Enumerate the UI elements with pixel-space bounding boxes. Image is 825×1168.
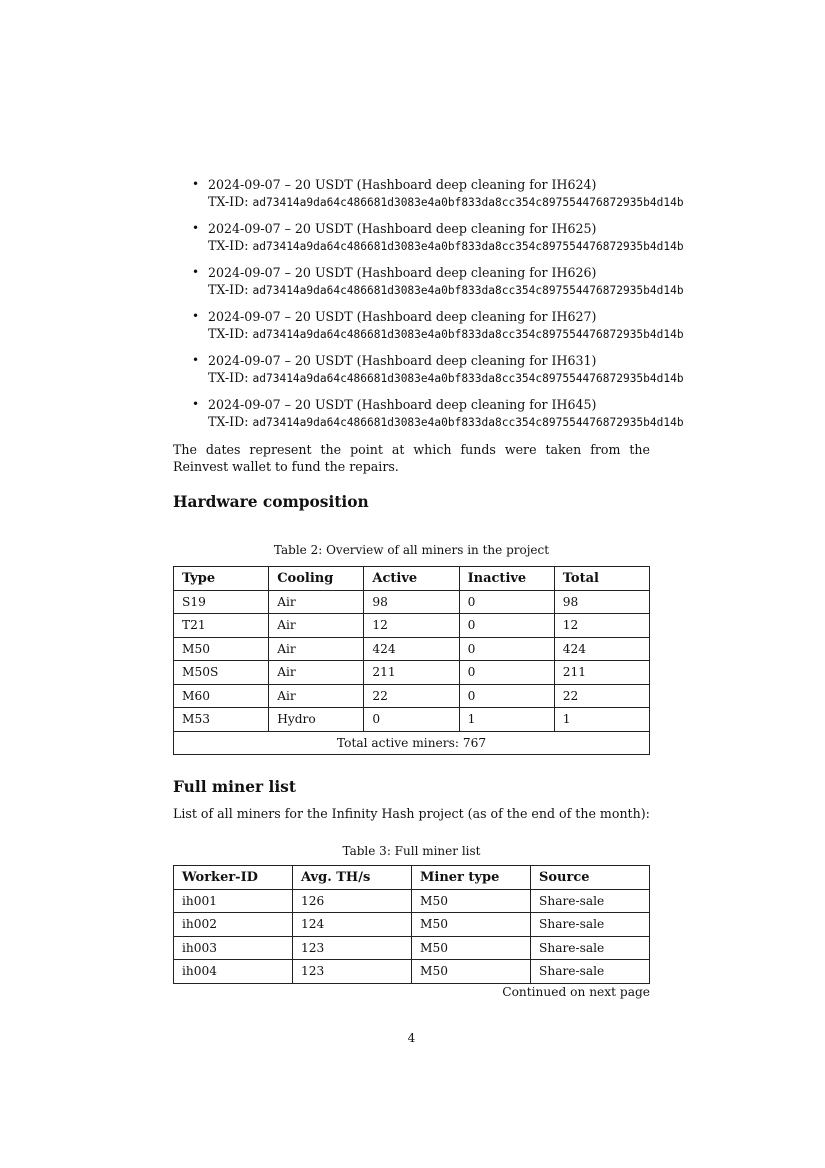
txid-label: TX-ID: — [208, 414, 249, 429]
table-cell: Hydro — [269, 708, 364, 732]
table-cell: T21 — [174, 614, 269, 638]
table-cell: Air — [269, 684, 364, 708]
repair-line: 2024-09-07 – 20 USDT (Hashboard deep cleaning for IH645) — [208, 397, 597, 412]
table-cell: ih002 — [174, 913, 293, 937]
bullet-icon: • — [192, 177, 200, 191]
txid-value: ad73414a9da64c486681d3083e4a0bf833da8cc354c897554476872935b4d14b — [252, 196, 684, 209]
table-row — [174, 661, 650, 685]
table-cell: Air — [269, 661, 364, 685]
table-cell: M50S — [174, 661, 269, 685]
table-cell: M50 — [412, 960, 531, 984]
repair-line: 2024-09-07 – 20 USDT (Hashboard deep cleaning for IH631) — [208, 353, 597, 368]
txid-value: ad73414a9da64c486681d3083e4a0bf833da8cc354c897554476872935b4d14b — [252, 416, 684, 429]
table-cell: 123 — [293, 936, 412, 960]
txid-label: TX-ID: — [208, 370, 249, 385]
table-cell: Share-sale — [531, 889, 650, 913]
table-cell: 211 — [364, 661, 459, 685]
column-header: Source — [531, 866, 650, 890]
hardware-table — [173, 566, 650, 755]
bullet-icon: • — [192, 353, 200, 367]
table-cell: 211 — [554, 661, 649, 685]
table-row — [174, 889, 650, 913]
table-cell: M50 — [412, 913, 531, 937]
list-item — [173, 176, 733, 211]
page-number: 4 — [407, 1031, 416, 1045]
column-header: Avg. TH/s — [293, 866, 412, 890]
table-caption: Table 2: Overview of all miners in the project — [273, 543, 550, 557]
total-active-miners: Total active miners: 767 — [174, 731, 650, 755]
table-row — [174, 614, 650, 638]
repair-line: 2024-09-07 – 20 USDT (Hashboard deep cleaning for IH627) — [208, 309, 597, 324]
bullet-icon: • — [192, 397, 200, 411]
table-cell: 12 — [364, 614, 459, 638]
txid-value: ad73414a9da64c486681d3083e4a0bf833da8cc354c897554476872935b4d14b — [252, 372, 684, 385]
repair-list — [173, 176, 733, 440]
table-header-row — [174, 866, 650, 890]
txid-label: TX-ID: — [208, 326, 249, 341]
table-row — [174, 960, 650, 984]
table-cell: M53 — [174, 708, 269, 732]
full-list-intro: List of all miners for the Infinity Hash project (as of the end of the month): — [173, 806, 650, 821]
table-total-row — [174, 731, 650, 755]
table-cell: 98 — [364, 590, 459, 614]
table-row — [174, 708, 650, 732]
table-cell: 424 — [554, 637, 649, 661]
table-row — [174, 637, 650, 661]
table-row — [174, 913, 650, 937]
repair-line: 2024-09-07 – 20 USDT (Hashboard deep cleaning for IH624) — [208, 177, 597, 192]
table-cell: 424 — [364, 637, 459, 661]
column-header: Inactive — [459, 567, 554, 591]
repair-line: 2024-09-07 – 20 USDT (Hashboard deep cleaning for IH625) — [208, 221, 597, 236]
bullet-icon: • — [192, 265, 200, 279]
table-cell: 0 — [459, 661, 554, 685]
table-row — [174, 684, 650, 708]
table-cell: Share-sale — [531, 960, 650, 984]
table-cell: M50 — [174, 637, 269, 661]
column-header: Type — [174, 567, 269, 591]
table-cell: 0 — [459, 590, 554, 614]
section-heading-hardware: Hardware composition — [173, 493, 369, 511]
table-cell: Air — [269, 637, 364, 661]
full-miner-table — [173, 865, 650, 984]
table-caption: Table 3: Full miner list — [342, 844, 481, 858]
table-cell: 123 — [293, 960, 412, 984]
table-row — [174, 590, 650, 614]
txid-value: ad73414a9da64c486681d3083e4a0bf833da8cc354c897554476872935b4d14b — [252, 328, 684, 341]
section-heading-full-miner-list: Full miner list — [173, 778, 296, 796]
txid-label: TX-ID: — [208, 282, 249, 297]
table-cell: Air — [269, 590, 364, 614]
table-cell: S19 — [174, 590, 269, 614]
table-cell: ih001 — [174, 889, 293, 913]
table-cell: 124 — [293, 913, 412, 937]
table-header-row — [174, 567, 650, 591]
column-header: Active — [364, 567, 459, 591]
column-header: Worker-ID — [174, 866, 293, 890]
table-cell: 126 — [293, 889, 412, 913]
table-cell: 0 — [364, 708, 459, 732]
list-item — [173, 396, 733, 431]
table-cell: 0 — [459, 637, 554, 661]
txid-value: ad73414a9da64c486681d3083e4a0bf833da8cc354c897554476872935b4d14b — [252, 240, 684, 253]
table-cell: Air — [269, 614, 364, 638]
dates-note: The dates represent the point at which funds were taken from the Reinvest wallet to fund the repairs. — [173, 442, 650, 474]
table-cell: 98 — [554, 590, 649, 614]
table-cell: M50 — [412, 889, 531, 913]
table-cell: 1 — [554, 708, 649, 732]
bullet-icon: • — [192, 221, 200, 235]
column-header: Cooling — [269, 567, 364, 591]
table-cell: 0 — [459, 614, 554, 638]
table-cell: 12 — [554, 614, 649, 638]
table-cell: ih004 — [174, 960, 293, 984]
column-header: Miner type — [412, 866, 531, 890]
list-item — [173, 220, 733, 255]
list-item — [173, 264, 733, 299]
table-row — [174, 936, 650, 960]
table-cell: M50 — [412, 936, 531, 960]
table-cell: 0 — [459, 684, 554, 708]
table-cell: M60 — [174, 684, 269, 708]
list-item — [173, 308, 733, 343]
continued-note: Continued on next page — [502, 985, 650, 999]
table-cell: 22 — [554, 684, 649, 708]
table-cell: 22 — [364, 684, 459, 708]
txid-label: TX-ID: — [208, 194, 249, 209]
bullet-icon: • — [192, 309, 200, 323]
column-header: Total — [554, 567, 649, 591]
list-item — [173, 352, 733, 387]
txid-label: TX-ID: — [208, 238, 249, 253]
table-cell: 1 — [459, 708, 554, 732]
repair-line: 2024-09-07 – 20 USDT (Hashboard deep cleaning for IH626) — [208, 265, 597, 280]
table-cell: ih003 — [174, 936, 293, 960]
table-cell: Share-sale — [531, 936, 650, 960]
table-cell: Share-sale — [531, 913, 650, 937]
txid-value: ad73414a9da64c486681d3083e4a0bf833da8cc354c897554476872935b4d14b — [252, 284, 684, 297]
